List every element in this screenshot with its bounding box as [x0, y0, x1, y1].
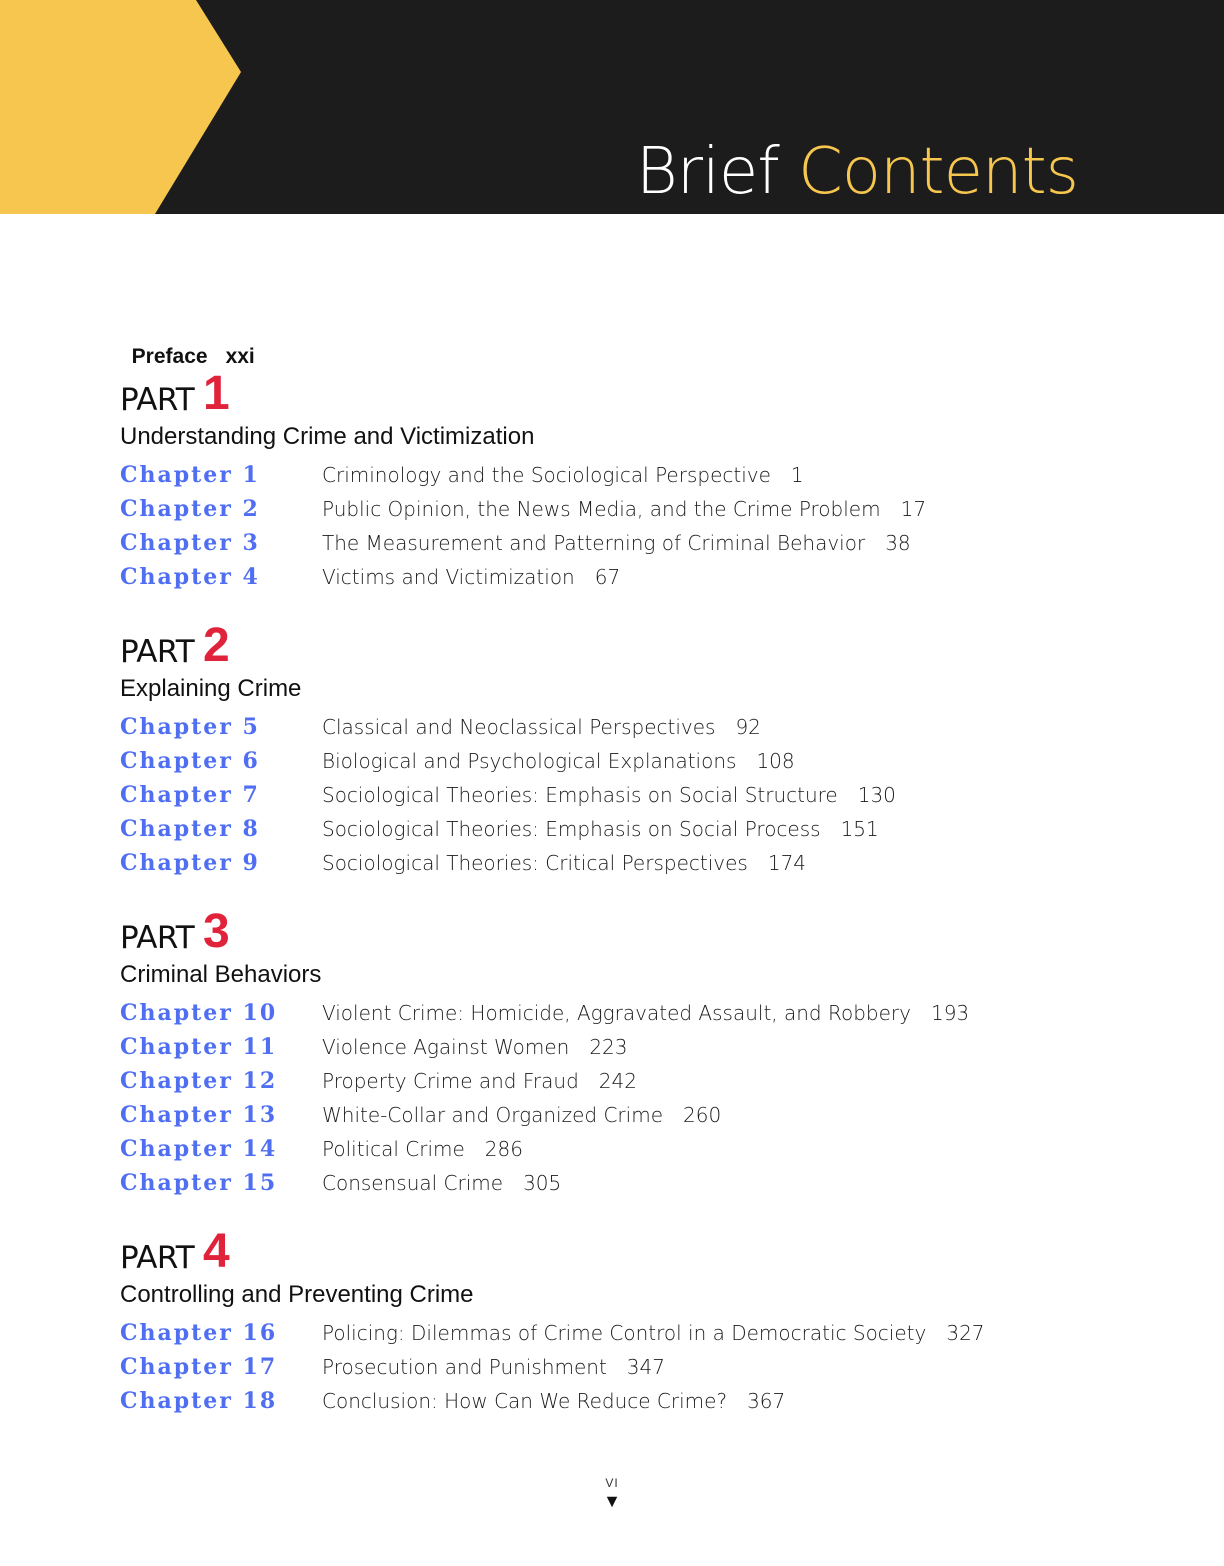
preface-entry[interactable] [120, 321, 255, 369]
chapter-label: Chapter 9 [120, 850, 260, 876]
chapter-title: Classical and Neoclassical Perspectives 92 [322, 715, 761, 739]
chapter-page: 193 [930, 1001, 970, 1025]
part-number: 1 [203, 367, 230, 420]
chapter-page: 223 [589, 1035, 628, 1059]
chapter-title: Sociological Theories: Critical Perspectives 174 [322, 851, 807, 875]
part-heading [120, 905, 1120, 958]
chapter-label: Chapter 14 [120, 1136, 278, 1162]
chapter-label: Chapter 17 [120, 1354, 278, 1380]
chapter-page: 1 [790, 463, 804, 487]
header-banner [0, 0, 1224, 214]
chapter-entry[interactable] [120, 1384, 1120, 1418]
part-number: 2 [203, 619, 230, 672]
chapter-list [120, 1316, 1120, 1418]
chapter-page: 174 [767, 851, 807, 875]
chapter-entry[interactable] [120, 996, 1120, 1030]
title-word-contents: Contents [798, 135, 1078, 209]
chapter-title: Sociological Theories: Emphasis on Social Process 151 [322, 817, 879, 841]
chapter-entry[interactable] [120, 560, 1120, 594]
chapter-entry[interactable] [120, 1064, 1120, 1098]
chapter-entry[interactable] [120, 458, 1120, 492]
chapter-title: Criminology and the Sociological Perspective 1 [322, 463, 804, 487]
chapter-page: 327 [946, 1321, 985, 1345]
chapter-entry[interactable] [120, 1350, 1120, 1384]
part-word: PART [120, 1240, 195, 1276]
chapter-page: 92 [735, 715, 761, 739]
part-title: Criminal Behaviors [120, 961, 322, 988]
page-title [635, 135, 1078, 209]
chapter-entry[interactable] [120, 846, 1120, 880]
chapter-title: Prosecution and Punishment 347 [322, 1355, 665, 1379]
chapter-label: Chapter 13 [120, 1102, 278, 1128]
chapter-entry[interactable] [120, 526, 1120, 560]
part-2 [120, 619, 1120, 880]
chapter-title: The Measurement and Patterning of Criminal Behavior 38 [322, 531, 911, 555]
chapter-entry[interactable] [120, 1166, 1120, 1200]
chapter-page: 151 [840, 817, 879, 841]
chapter-title: Public Opinion, the News Media, and the Crime Problem 17 [322, 497, 927, 521]
part-heading [120, 619, 1120, 672]
chapter-entry[interactable] [120, 812, 1120, 846]
chapter-label: Chapter 3 [120, 530, 260, 556]
chapter-title: Property Crime and Fraud 242 [322, 1069, 637, 1093]
page-folio: VI [605, 1476, 619, 1490]
page-footer [0, 1476, 1224, 1510]
part-number: 3 [203, 905, 230, 958]
chapter-entry[interactable] [120, 1098, 1120, 1132]
chapter-list [120, 996, 1120, 1200]
chapter-entry[interactable] [120, 710, 1120, 744]
chapter-label: Chapter 7 [120, 782, 260, 808]
yellow-chevron-graphic [0, 0, 260, 214]
chapter-entry[interactable] [120, 1132, 1120, 1166]
chapter-label: Chapter 8 [120, 816, 260, 842]
part-title: Understanding Crime and Victimization [120, 423, 535, 450]
chapter-label: Chapter 6 [120, 748, 260, 774]
chapter-page: 286 [484, 1137, 523, 1161]
chapter-page: 260 [683, 1103, 722, 1127]
part-1 [120, 367, 1120, 594]
chapter-entry[interactable] [120, 492, 1120, 526]
chapter-entry[interactable] [120, 778, 1120, 812]
part-4 [120, 1225, 1120, 1418]
chapter-label: Chapter 18 [120, 1388, 278, 1414]
part-title: Controlling and Preventing Crime [120, 1281, 474, 1308]
chapter-label: Chapter 11 [120, 1034, 278, 1060]
part-word: PART [120, 920, 195, 956]
preface-label: Preface [131, 345, 208, 368]
chapter-title: Victims and Victimization 67 [322, 565, 621, 589]
chapter-page: 108 [756, 749, 795, 773]
down-triangle-icon: ▼ [603, 1491, 621, 1511]
chapter-list [120, 458, 1120, 594]
chapter-page: 242 [598, 1069, 637, 1093]
chapter-page: 347 [626, 1355, 665, 1379]
chapter-label: Chapter 2 [120, 496, 260, 522]
part-3 [120, 905, 1120, 1200]
chapter-page: 305 [523, 1171, 562, 1195]
chapter-label: Chapter 10 [120, 1000, 278, 1026]
chapter-title: Consensual Crime 305 [322, 1171, 562, 1195]
chapter-title: Sociological Theories: Emphasis on Social Structure 130 [322, 783, 896, 807]
chapter-title: Violent Crime: Homicide, Aggravated Assault, and Robbery 193 [322, 1001, 970, 1025]
part-number: 4 [203, 1225, 230, 1278]
preface-page: xxi [225, 345, 255, 368]
chapter-label: Chapter 5 [120, 714, 260, 740]
chapter-title: Biological and Psychological Explanations 108 [322, 749, 795, 773]
chapter-entry[interactable] [120, 1030, 1120, 1064]
chapter-list [120, 710, 1120, 880]
chapter-label: Chapter 16 [120, 1320, 278, 1346]
chapter-page: 17 [900, 497, 927, 521]
chapter-page: 367 [747, 1389, 786, 1413]
chapter-label: Chapter 4 [120, 564, 260, 590]
chapter-entry[interactable] [120, 744, 1120, 778]
part-title: Explaining Crime [120, 675, 302, 702]
chapter-title: Political Crime 286 [322, 1137, 523, 1161]
chapter-label: Chapter 15 [120, 1170, 278, 1196]
part-heading [120, 367, 1120, 420]
chapter-label: Chapter 1 [120, 462, 260, 488]
part-word: PART [120, 382, 195, 418]
chapter-title: Conclusion: How Can We Reduce Crime? 367 [322, 1389, 786, 1413]
part-word: PART [120, 634, 195, 670]
part-heading [120, 1225, 1120, 1278]
chapter-label: Chapter 12 [120, 1068, 278, 1094]
chapter-title: Violence Against Women 223 [322, 1035, 628, 1059]
chapter-title: White-Collar and Organized Crime 260 [322, 1103, 722, 1127]
chapter-entry[interactable] [120, 1316, 1120, 1350]
title-word-brief: Brief [635, 135, 779, 209]
chapter-page: 130 [857, 783, 896, 807]
chapter-title: Policing: Dilemmas of Crime Control in a Democratic Society 327 [322, 1321, 985, 1345]
chapter-page: 67 [594, 565, 621, 589]
chapter-page: 38 [885, 531, 911, 555]
